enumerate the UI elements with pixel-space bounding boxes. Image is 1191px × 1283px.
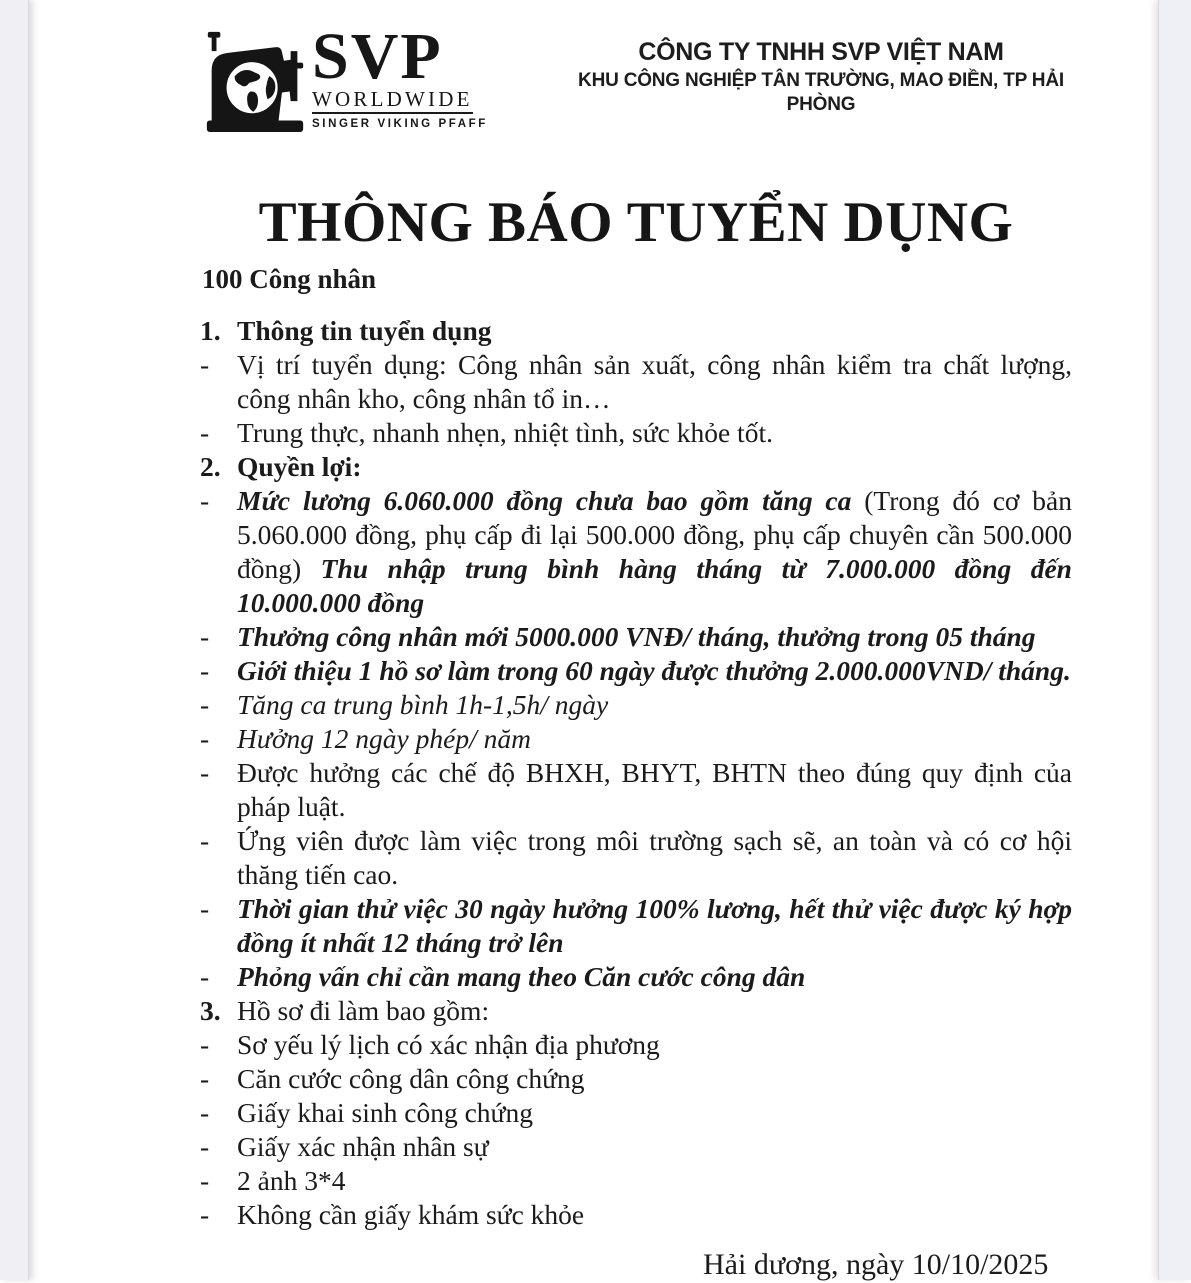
list-item bbox=[200, 654, 1072, 688]
item-text: Hưởng 12 ngày phép/ năm bbox=[237, 723, 531, 754]
item-text: Giấy xác nhận nhân sự bbox=[237, 1131, 489, 1162]
list-item bbox=[200, 1198, 1072, 1232]
svp-logo bbox=[202, 20, 488, 132]
item-marker: - bbox=[200, 1131, 210, 1162]
date-line: Hải dương, ngày 10/10/2025 bbox=[703, 1248, 1049, 1281]
logo-worldwide: WORLDWIDE bbox=[312, 87, 473, 114]
list-item bbox=[200, 892, 1072, 960]
company-address: KHU CÔNG NGHIỆP TÂN TRƯỜNG, MAO ĐIỀN, TP HẢI PHÒNG bbox=[578, 70, 1064, 115]
item-text: Giấy khai sinh công chứng bbox=[237, 1097, 533, 1128]
item-text: Vị trí tuyển dụng: Công nhân sản xuất, công nhân kiểm tra chất lượng, công nhân kho, công nhân tổ in… bbox=[237, 349, 1072, 414]
item-marker: - bbox=[200, 655, 210, 686]
item-text: Giới thiệu 1 hồ sơ làm trong 60 ngày được thưởng 2.000.000VND/ tháng. bbox=[237, 655, 1071, 686]
section-heading-text: Thông tin tuyển dụng bbox=[237, 315, 492, 346]
list-item bbox=[200, 824, 1072, 892]
company-header bbox=[565, 38, 1077, 117]
section-heading-text: Quyền lợi: bbox=[237, 451, 362, 482]
item-text: Không cần giấy khám sức khỏe bbox=[237, 1199, 585, 1230]
item-text-run: Mức lương 6.060.000 đồng chưa bao gồm tăng ca bbox=[237, 485, 865, 516]
list-item bbox=[200, 620, 1072, 654]
item-text-run: Thu nhập trung bình hàng tháng từ 7.000.000 đồng đến 10.000.000 đồng bbox=[237, 553, 1072, 618]
item-text: Tăng ca trung bình 1h-1,5h/ ngày bbox=[237, 689, 609, 720]
item-marker: - bbox=[200, 893, 210, 924]
item-marker: - bbox=[200, 621, 210, 652]
item-marker: - bbox=[200, 1029, 210, 1060]
item-marker: - bbox=[200, 723, 210, 754]
item-marker: - bbox=[200, 689, 210, 720]
section-heading bbox=[200, 314, 1072, 348]
item-marker: - bbox=[200, 485, 210, 516]
list-item bbox=[200, 484, 1072, 620]
item-text-run: (Trong đó cơ bản 5.060.000 đồng, phụ cấp đi lại 500.000 đồng, phụ cấp chuyên cần 500.000 đồng) bbox=[237, 485, 1072, 584]
item-marker: - bbox=[200, 757, 210, 788]
list-item bbox=[200, 1130, 1072, 1164]
item-marker: - bbox=[200, 417, 210, 448]
list-item bbox=[200, 960, 1072, 994]
headcount: 100 Công nhân bbox=[202, 264, 377, 294]
logo-text bbox=[312, 20, 488, 131]
item-text: Trung thực, nhanh nhẹn, nhiệt tình, sức khỏe tốt. bbox=[237, 417, 773, 448]
list-item bbox=[200, 722, 1072, 756]
item-marker: - bbox=[200, 1199, 210, 1230]
photo-margin-left bbox=[0, 0, 29, 1280]
list-item bbox=[200, 348, 1072, 416]
item-text: Thời gian thử việc 30 ngày hưởng 100% lương, hết thử việc được ký hợp đồng ít nhất 12 tháng trở lên bbox=[237, 893, 1072, 958]
item-marker: - bbox=[200, 1063, 210, 1094]
photo-margin-right bbox=[1158, 0, 1191, 1280]
item-text: Được hưởng các chế độ BHXH, BHYT, BHTN theo đúng quy định của pháp luật. bbox=[237, 757, 1072, 822]
logo-brand: SVP bbox=[312, 20, 443, 93]
list-item bbox=[200, 416, 1072, 450]
logo-tagline: SINGER VIKING PFAFF bbox=[312, 118, 488, 130]
section-heading bbox=[200, 450, 1072, 484]
item-marker: - bbox=[200, 825, 210, 856]
page-title: THÔNG BÁO TUYỂN DỤNG bbox=[258, 191, 1014, 254]
item-marker: - bbox=[200, 349, 210, 380]
item-marker: - bbox=[200, 1097, 210, 1128]
document-body bbox=[200, 314, 1072, 1232]
section-number: 2. bbox=[200, 451, 221, 482]
company-name: CÔNG TY TNHH SVP VIỆT NAM bbox=[638, 38, 1004, 66]
section-number: 3. bbox=[200, 995, 221, 1026]
section-number: 1. bbox=[200, 315, 221, 346]
item-text: Sơ yếu lý lịch có xác nhận địa phương bbox=[237, 1029, 660, 1060]
item-text: Phỏng vấn chỉ cần mang theo Căn cước công dân bbox=[237, 961, 806, 992]
item-text: Ứng viên được làm việc trong môi trường sạch sẽ, an toàn và có cơ hội thăng tiến cao. bbox=[237, 825, 1072, 890]
list-item bbox=[200, 756, 1072, 824]
item-marker: - bbox=[200, 961, 210, 992]
item-text bbox=[237, 485, 1072, 618]
section-heading bbox=[200, 994, 1072, 1028]
section-heading-text: Hồ sơ đi làm bao gồm: bbox=[237, 995, 490, 1026]
item-text: Căn cước công dân công chứng bbox=[237, 1063, 585, 1094]
list-item bbox=[200, 1028, 1072, 1062]
item-marker: - bbox=[200, 1165, 210, 1196]
list-item bbox=[200, 1062, 1072, 1096]
list-item bbox=[200, 1096, 1072, 1130]
sewing-machine-globe-icon bbox=[202, 28, 308, 132]
list-item bbox=[200, 688, 1072, 722]
item-text: Thưởng công nhân mới 5000.000 VNĐ/ tháng, thưởng trong 05 tháng bbox=[237, 621, 1036, 652]
item-text: 2 ảnh 3*4 bbox=[237, 1165, 346, 1196]
list-item bbox=[200, 1164, 1072, 1198]
